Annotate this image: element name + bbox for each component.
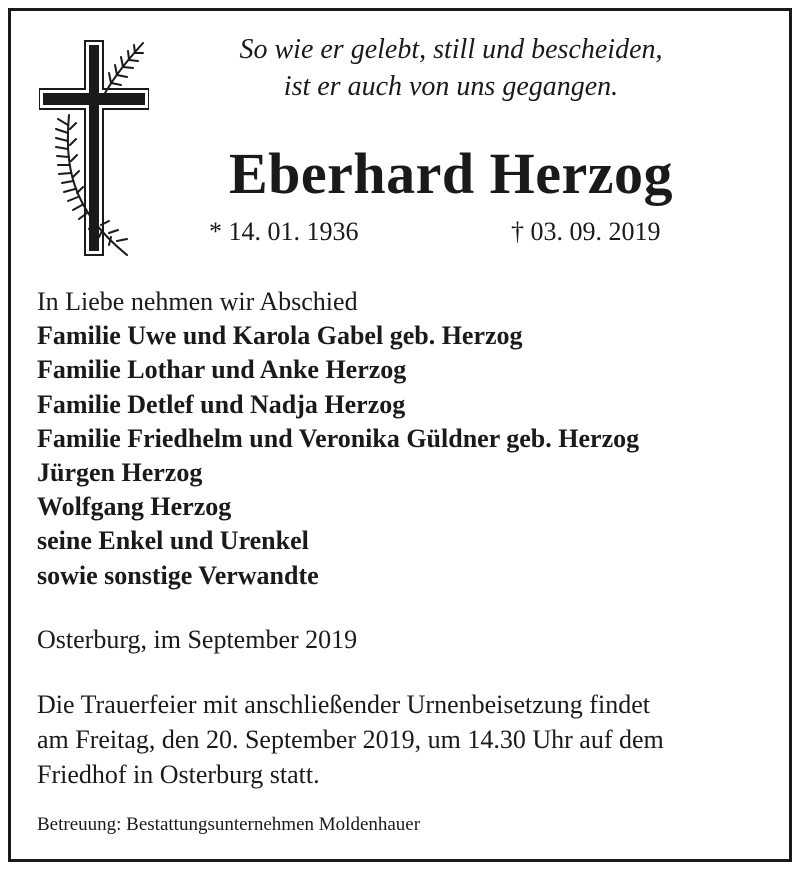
- mourner-entry: Jürgen Herzog: [37, 458, 203, 488]
- motto-line-2: ist er auch von uns gegangen.: [283, 71, 619, 102]
- mourner-entry: sowie sonstige Verwandte: [37, 560, 319, 590]
- deceased-name: Eberhard Herzog: [228, 141, 674, 206]
- motto-verse: [171, 31, 731, 105]
- obituary-notice: [8, 8, 792, 862]
- birth-date: * 14. 01. 1936: [209, 217, 359, 246]
- cross-with-palm-icon: [39, 33, 149, 263]
- mourners-list: [37, 285, 777, 593]
- mourner-entry: Familie Detlef und Nadja Herzog: [37, 389, 406, 419]
- mourner-entry: seine Enkel und Urenkel: [37, 526, 309, 556]
- funeral-line-3: Friedhof in Osterburg statt.: [37, 760, 320, 789]
- funeral-details: [37, 687, 782, 792]
- motto-line-1: So wie er gelebt, still und bescheiden,: [239, 34, 663, 65]
- mourner-entry: Wolfgang Herzog: [37, 492, 232, 522]
- mourner-entry: Familie Lothar und Anke Herzog: [37, 355, 407, 385]
- undertaker-credit: Betreuung: Bestattungsunternehmen Moldenhauer: [37, 814, 421, 835]
- mourner-entry: Familie Friedhelm und Veronika Güldner geb. Herzog: [37, 423, 640, 453]
- death-date: † 03. 09. 2019: [511, 217, 661, 246]
- mourner-entry: Familie Uwe und Karola Gabel geb. Herzog: [37, 321, 523, 351]
- funeral-line-1: Die Trauerfeier mit anschließender Urnenbeisetzung findet: [37, 690, 650, 719]
- funeral-line-2: am Freitag, den 20. September 2019, um 14.30 Uhr auf dem: [37, 725, 664, 754]
- place-and-date: Osterburg, im September 2019: [37, 625, 358, 654]
- mourners-intro: In Liebe nehmen wir Abschied: [37, 287, 358, 316]
